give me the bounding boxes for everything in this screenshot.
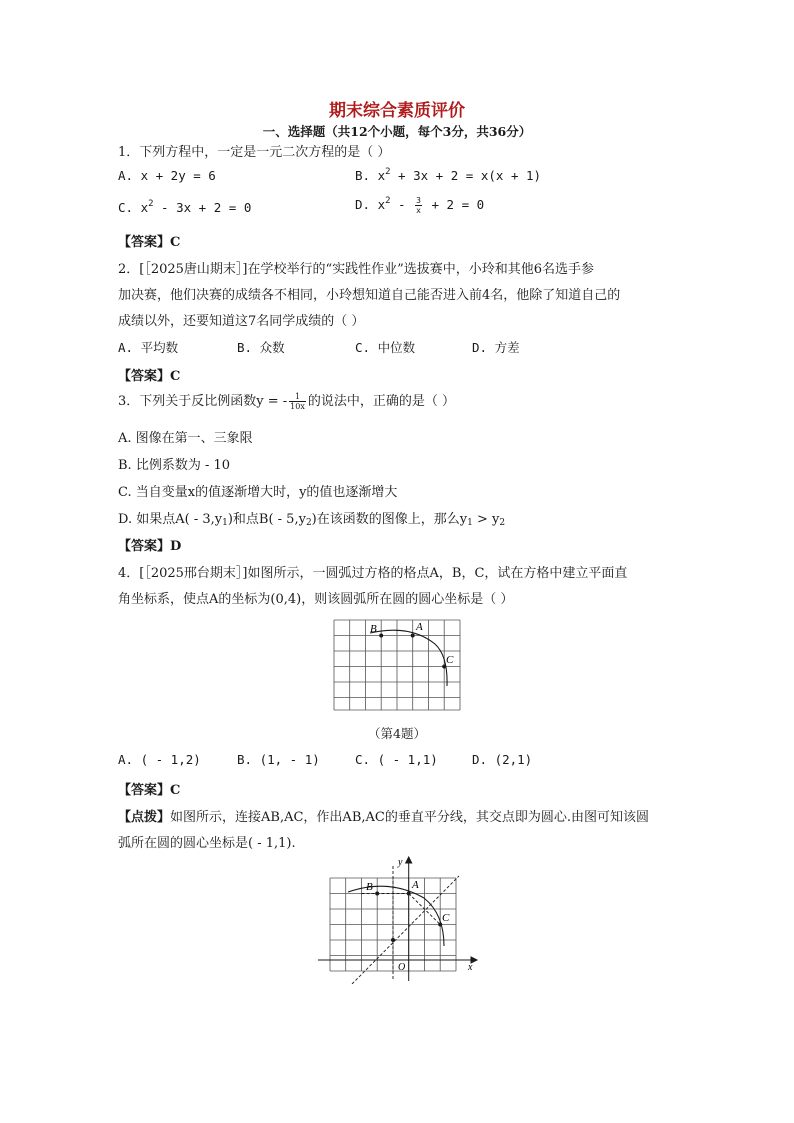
point-b-dot [379, 634, 383, 638]
q3-option-a: A. 图像在第一、三象限 [118, 431, 253, 446]
point-a-label: A [412, 879, 419, 891]
y-axis-arrow [406, 857, 412, 863]
point-b-dot [375, 892, 379, 896]
q1-stem: 1．下列方程中，一定是一元二次方程的是（ ） [118, 145, 391, 160]
grid-lines [334, 620, 460, 710]
arc [348, 886, 444, 946]
q4-option-b: B. (1, - 1) [237, 752, 320, 767]
q4-stem-line-2: 角坐标系，使点A的坐标为(0,4)，则该圆弧所在圆的圆心坐标是（ ） [118, 592, 514, 607]
q2-stem-line-1: 2．[［2025唐山期末］]在学校举行的“实践性作业”选拔赛中，小玲和其他6名选手参 [118, 262, 595, 277]
q4-hint-line-1: 【点拨】如图所示，连接AB,AC，作出AB,AC的垂直平分线，其交点即为圆心.由图可知该圆 [118, 810, 649, 825]
point-c-label: C [446, 654, 454, 666]
q2-answer: 【答案】C [118, 369, 181, 384]
q2-stem-line-2: 加决赛，他们决赛的成绩各不相同，小玲想知道自己能否进入前4名，他除了知道自己的 [118, 288, 621, 303]
q1-option-c: C. $x^2 - 3x + 2 = 0$ [118, 199, 252, 215]
q1-option-d: D. $x^2$ - $\frac{3}{x}$ + 2 = 0 [355, 196, 485, 215]
q2-option-d: D. 方差 [472, 340, 520, 355]
q3-stem: 3．下列关于反比例函数y = - $\frac{1}{10x}$ 的说法中，正确的是（ ） [118, 392, 456, 411]
y-axis-label: y [398, 857, 403, 868]
q1-answer: 【答案】C [118, 235, 181, 250]
section-heading: 一、选择题（共12个小题，每个3分，共36分） [262, 124, 532, 139]
x-axis-label: x [468, 962, 473, 973]
q4-option-c: C. ( - 1,1) [355, 752, 438, 767]
point-b-label: B [370, 623, 377, 635]
q2-option-a: A. 平均数 [118, 340, 179, 355]
center-dot [391, 938, 395, 942]
q4-figure-grid-arc [330, 616, 464, 714]
q4-hint-figure [314, 856, 480, 984]
point-b-label: B [366, 881, 373, 893]
q4-hint-line-2: 弧所在圆的圆心坐标是( - 1,1). [118, 836, 296, 851]
q4-answer: 【答案】C [118, 783, 181, 798]
fraction: $\frac{1}{10x}$ [290, 392, 305, 411]
q4-figure-caption: （第4题） [368, 726, 426, 741]
point-c-label: C [442, 912, 450, 924]
point-a-dot [407, 892, 411, 896]
q4-stem-line-1: 4．[［2025邢台期末］]如图所示，一圆弧过方格的格点A，B，C，试在方格中建立平面直 [118, 566, 628, 581]
fraction: $\frac{3}{x}$ [416, 196, 421, 215]
q3-option-b: B. 比例系数为 - 10 [118, 458, 231, 473]
page-title: 期末综合素质评价 [329, 101, 465, 121]
point-a-dot [411, 634, 415, 638]
q4-option-d: D. (2,1) [472, 752, 533, 767]
q2-stem-line-3: 成绩以外，还要知道这7名同学成绩的（ ） [118, 314, 365, 329]
point-a-label: A [416, 621, 423, 633]
q3-answer: 【答案】D [118, 539, 182, 554]
q2-option-b: B. 众数 [237, 340, 285, 355]
q1-option-a: A. x + 2y = 6 [118, 168, 216, 183]
q3-option-d: D. 如果点$A( - 3,y_1)$和点$B( - 5,y_2)$在该函数的图像上，那么$y_1 > y_2$ [118, 512, 506, 528]
q2-option-c: C. 中位数 [355, 340, 416, 355]
q4-option-a: A. ( - 1,2) [118, 752, 201, 767]
q1-option-b: B. $x^2 + 3x + 2 = x(x + 1)$ [355, 167, 542, 183]
q3-option-c: C. 当自变量x的值逐渐增大时，y的值也逐渐增大 [118, 485, 398, 500]
origin-label: O [398, 962, 406, 973]
